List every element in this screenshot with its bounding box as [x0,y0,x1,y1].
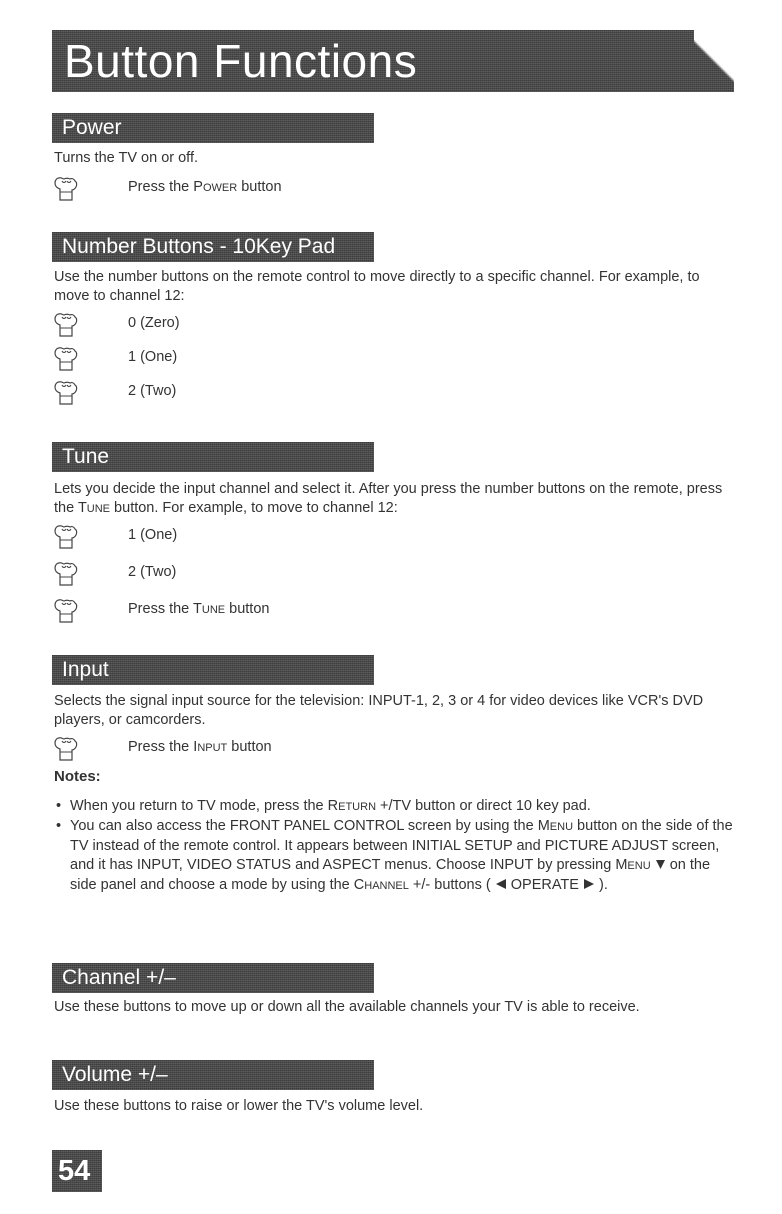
title-banner-corner [694,30,734,92]
right-triangle-icon [583,878,595,890]
remote-hand-icon [54,176,78,202]
section-channel-title: Channel +/– [62,966,176,989]
power-step-label: Press the POWER button [128,179,282,195]
remote-hand-icon [54,312,78,338]
section-input-header [52,655,374,685]
section-tune-header [52,442,374,472]
section-channel-header [52,963,374,993]
page-number-badge [52,1150,102,1192]
note-item: • You can also access the FRONT PANEL CONTROL screen by using the MENU button on the side of the TV instead of the remote control. It appears between INITIAL SETUP and PICTURE ADJUST screen, and it has INPUT, VIDEO STATUS and ASPECT menus. Choose INPUT by pressing MENU on the side panel and choose a mode by using the CHANNEL +/- buttons ( OPERATE ). [56,818,733,893]
remote-hand-icon [54,736,78,762]
tune-step-label: 1 (One) [128,527,178,543]
section-tune-title: Tune [62,445,110,468]
remote-hand-icon [54,524,78,550]
note-item: • When you return to TV mode, press the RETURN +/TV button or direct 10 key pad. [56,798,591,814]
section-power-title: Power [62,116,122,139]
section-number-buttons-header [52,232,374,262]
number-step-label: 1 (One) [128,349,178,365]
notes-heading: Notes: [54,768,101,785]
down-triangle-icon [655,859,666,870]
number-step-label: 0 (Zero) [128,315,180,331]
section-number-buttons-title: Number Buttons - 10Key Pad [62,235,336,258]
power-description: Turns the TV on or off. [54,150,199,166]
remote-hand-icon [54,346,78,372]
volume-description: Use these buttons to raise or lower the TV's volume level. [54,1098,424,1114]
tune-step-label: Press the TUNE button [128,601,270,617]
number-step-label: 2 (Two) [128,383,177,399]
page-title: Button Functions [64,35,418,87]
remote-hand-icon [54,561,78,587]
section-volume-title: Volume +/– [62,1063,168,1086]
tune-description: Lets you decide the input channel and select it. After you press the number buttons on the remote, press the TUNE button. For example, to move to channel 12: [54,481,723,516]
page-number: 54 [58,1155,91,1187]
number-buttons-description: Use the number buttons on the remote control to move directly to a specific channel. For example, to move to channel 12: [54,269,700,304]
section-input-title: Input [62,658,109,681]
input-description: Selects the signal input source for the television: INPUT-1, 2, 3 or 4 for video devices like VCR's DVD players, or camcorders. [54,693,704,728]
section-power-header [52,113,374,143]
page-title-banner [52,30,734,92]
remote-hand-icon [54,380,78,406]
channel-description: Use these buttons to move up or down all the available channels your TV is able to receive. [54,999,640,1015]
remote-hand-icon [54,598,78,624]
left-triangle-icon [495,878,507,890]
section-volume-header [52,1060,374,1090]
input-step-label: Press the INPUT button [128,739,272,755]
tune-step-label: 2 (Two) [128,564,177,580]
